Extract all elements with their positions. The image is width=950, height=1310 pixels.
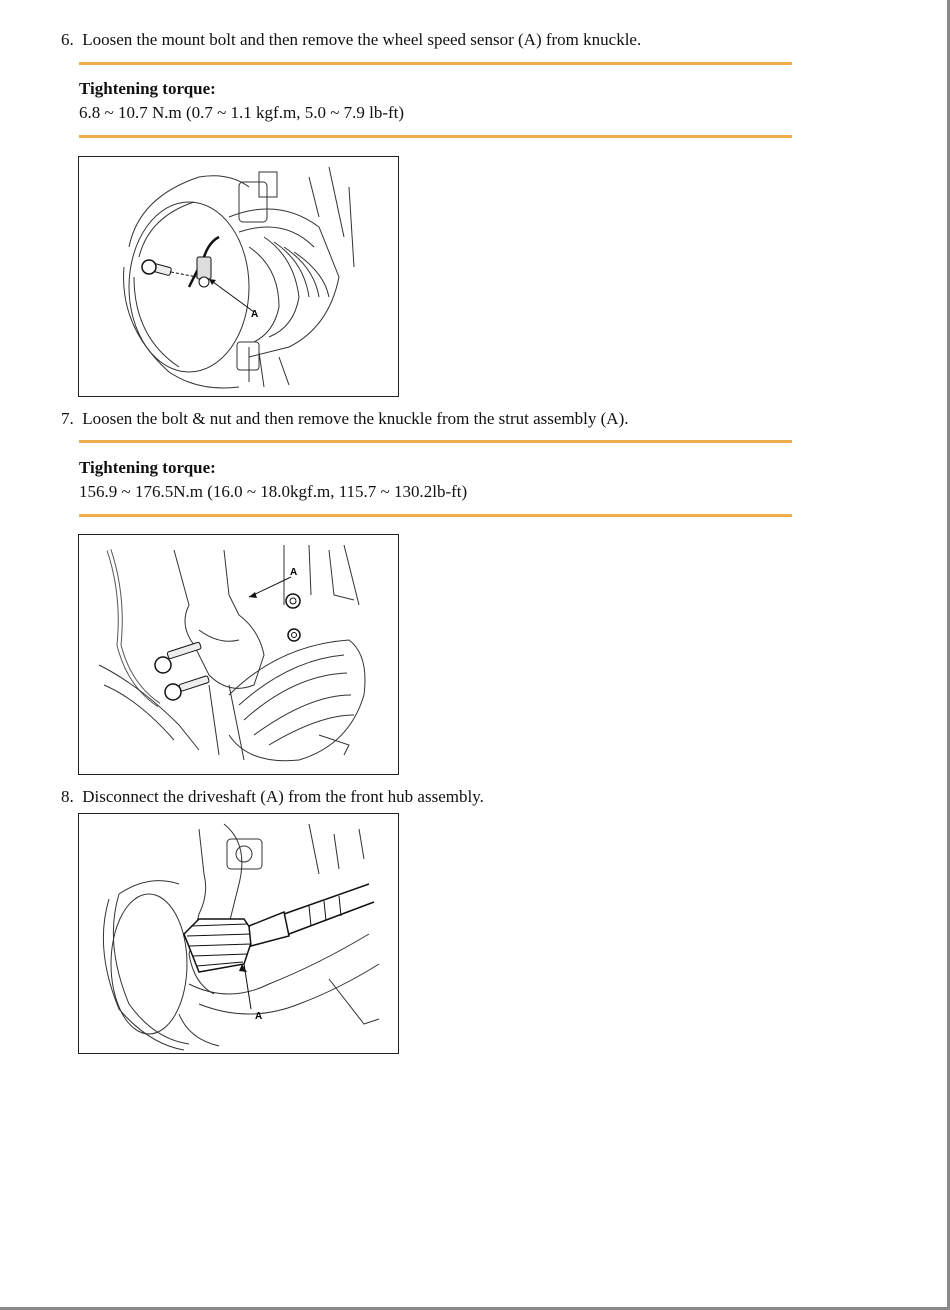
step-7-torque-title: Tightening torque: (79, 458, 216, 477)
step-8-instruction (61, 787, 484, 807)
step-8-text: Disconnect the driveshaft (A) from the front hub assembly. (82, 787, 484, 806)
driveshaft-boot-icon (184, 884, 374, 972)
knuckle-bolt-lower-icon (165, 676, 210, 700)
nut-lower-icon (288, 629, 300, 641)
step-7-text: Loosen the bolt & nut and then remove the knuckle from the strut assembly (A). (82, 409, 629, 428)
step-7-number: 7. (61, 409, 74, 428)
knuckle-bolt-upper-icon (155, 642, 201, 673)
step-6-instruction (61, 30, 641, 50)
step-7-torque-top-rule (79, 440, 792, 443)
driveshaft-illustration (79, 814, 398, 1053)
step-6-figure-wheel-speed-sensor (78, 156, 399, 397)
step-8-callout-label: A (255, 1011, 263, 1022)
step-7-torque-value: 156.9 ~ 176.5N.m (16.0 ~ 18.0kgf.m, 115.7 ~ 130.2lb-ft) (79, 482, 468, 501)
step-6-torque-title: Tightening torque: (79, 79, 216, 98)
step-8-figure-driveshaft (78, 813, 399, 1054)
step-6-text: Loosen the mount bolt and then remove the wheel speed sensor (A) from knuckle. (82, 30, 642, 49)
step-6-torque-top-rule (79, 62, 792, 65)
nut-upper-icon (286, 594, 300, 608)
step-6-torque-bottom-rule (79, 135, 792, 138)
strut-knuckle-illustration (79, 535, 398, 774)
mount-bolt-icon (142, 260, 172, 276)
step-7-torque-bottom-rule (79, 514, 792, 517)
step-6-callout-label: A (251, 309, 259, 320)
step-6-torque-value: 6.8 ~ 10.7 N.m (0.7 ~ 1.1 kgf.m, 5.0 ~ 7.9 lb-ft) (79, 103, 405, 122)
wheel-speed-sensor-illustration (79, 157, 398, 396)
step-7-callout-label: A (290, 567, 298, 578)
step-7-figure-strut-assembly (78, 534, 399, 775)
step-6-number: 6. (61, 30, 74, 49)
step-8-number: 8. (61, 787, 74, 806)
step-7-instruction (61, 409, 628, 429)
